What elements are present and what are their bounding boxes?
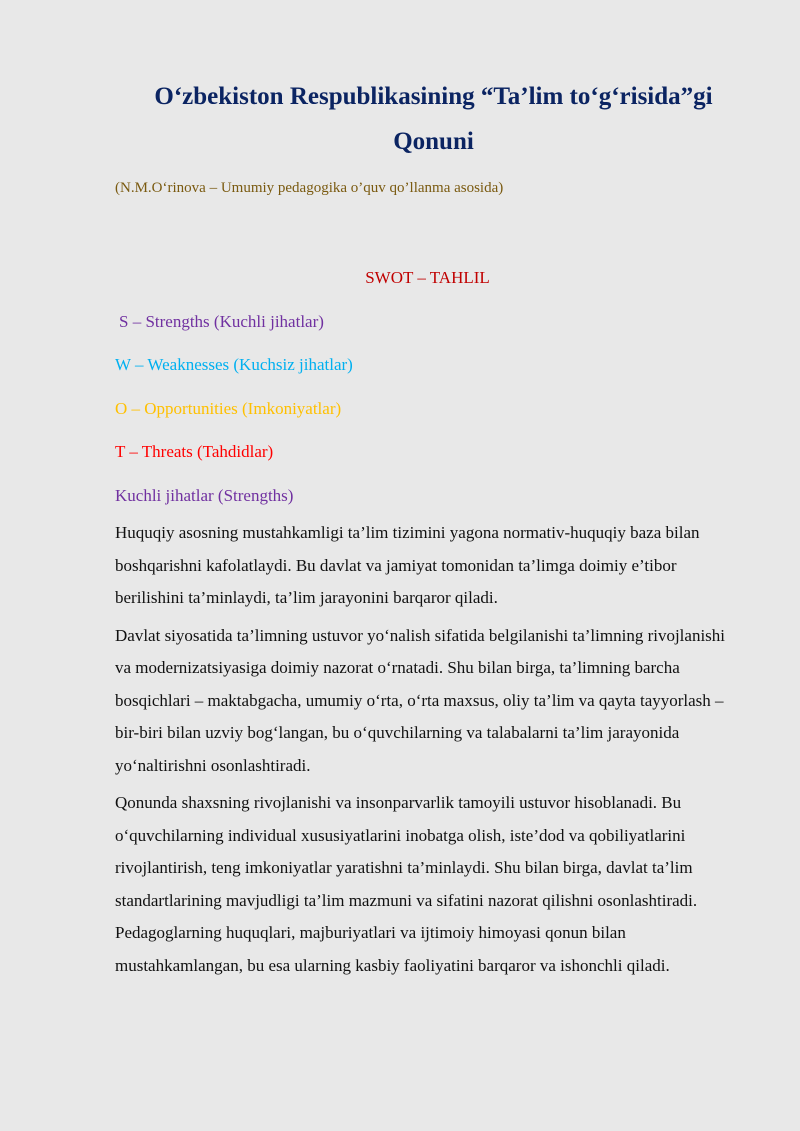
swot-opportunities: O – Opportunities (Imkoniyatlar) — [115, 399, 342, 418]
swot-strengths: S – Strengths (Kuchli jihatlar) — [119, 312, 324, 331]
section-heading-strengths: Kuchli jihatlar (Strengths) — [115, 486, 294, 505]
document-title: O‘zbekiston Respublikasining “Ta’lim to‘g‘risida”gi Qonuni — [154, 83, 713, 155]
swot-weaknesses: W – Weaknesses (Kuchsiz jihatlar) — [115, 355, 353, 374]
paragraph-3: Qonunda shaxsning rivojlanishi va insonparvarlik tamoyili ustuvor hisoblanadi. Bu o‘quvchilarning individual xususiyatlarini inobatga olish, iste’dod va qobiliyatlarini rivojlantirish, teng imkoniyatlar yaratishni ta’minlaydi. Shu bilan birga, davlat ta’lim standartlarining mavjudligi ta’lim mazmuni va sifatini nazorat qilishni osonlashtiradi. Pedagoglarning huquqlari, majburiyatlari va ijtimoiy himoyasi qonun bilan mustahkamlangan, bu esa ularning kasbiy faoliyatini barqaror va ishonchli qiladi. — [115, 793, 698, 975]
swot-threats: T – Threats (Tahdidlar) — [115, 442, 274, 461]
paragraph-1: Huquqiy asosning mustahkamligi ta’lim tizimini yagona normativ-huquqiy baza bilan boshqarishni kafolatlaydi. Bu davlat va jamiyat tomonidan ta’limga doimiy e’tibor berilishini ta’minlaydi, ta’lim jarayonini barqaror qiladi. — [115, 523, 700, 607]
swot-heading: SWOT – TAHLIL — [365, 268, 490, 287]
paragraph-2: Davlat siyosatida ta’limning ustuvor yo‘nalish sifatida belgilanishi ta’limning rivojlanishi va modernizatsiyasiga doimiy nazorat o‘rnatadi. Shu bilan birga, ta’limning barcha bosqichlari – maktabgacha, umumiy o‘rta, o‘rta maxsus, oliy ta’lim va qayta tayyorlash – bir-biri bilan uzviy bog‘langan, bu o‘quvchilarning va talabalarni ta’lim jarayonida yo‘naltirishni osonlashtiradi. — [115, 625, 726, 775]
source-note: (N.M.O‘rinova – Umumiy pedagogika o’quv qo’llanma asosida) — [115, 180, 504, 196]
